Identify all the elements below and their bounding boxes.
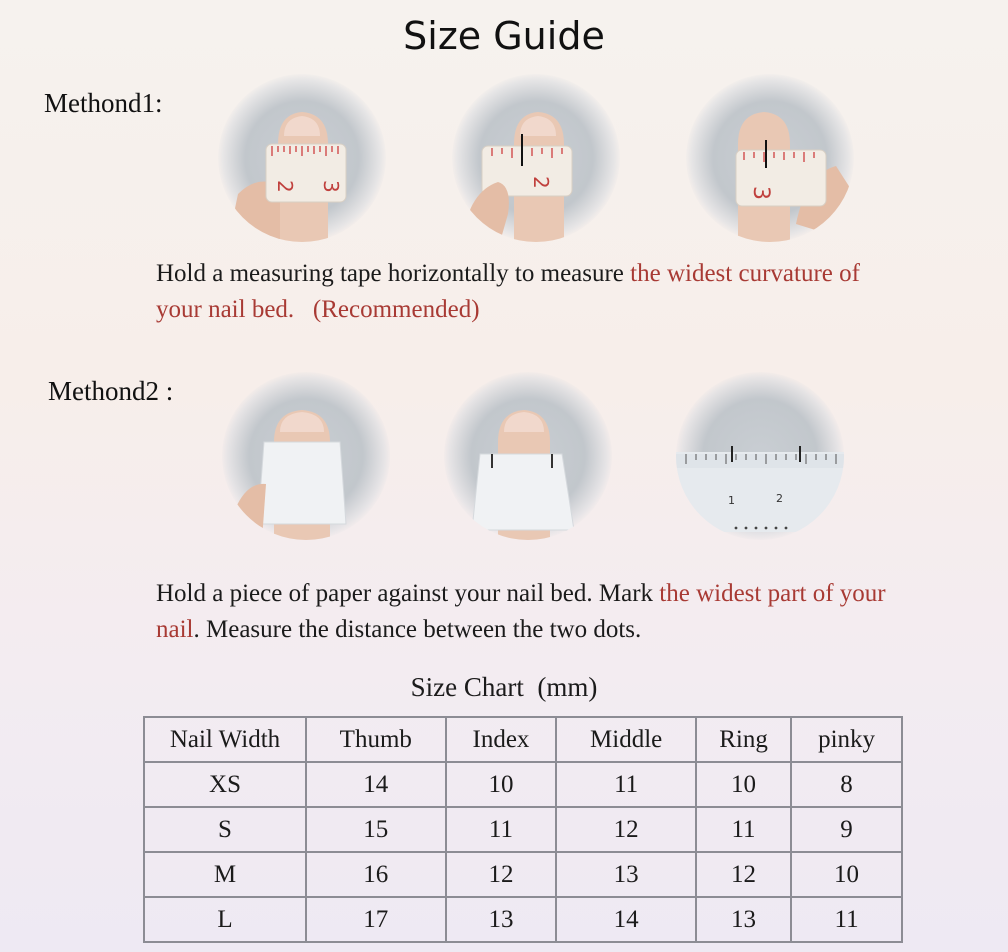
header-pinky: pinky	[791, 717, 902, 762]
tape-mark-2b: 2	[529, 176, 553, 189]
table-row	[144, 807, 902, 852]
value-cell: 17	[306, 897, 446, 942]
value-cell: 12	[446, 852, 557, 897]
value-cell: 11	[696, 807, 791, 852]
method2-desc-plain-2: . Measure the distance between the two dots.	[193, 616, 642, 643]
value-cell: 11	[791, 897, 902, 942]
value-cell: 11	[556, 762, 696, 807]
header-ring: Ring	[696, 717, 791, 762]
method1-label: Methond1:	[44, 88, 163, 118]
ruler-mark-1: 1	[728, 494, 735, 507]
value-cell: 12	[696, 852, 791, 897]
size-cell: M	[144, 852, 306, 897]
value-cell: 13	[556, 852, 696, 897]
value-cell: 13	[446, 897, 557, 942]
tape-mark-3: 3	[319, 180, 343, 193]
method2-desc-highlight: the widest part of your nail	[156, 580, 886, 643]
header-nail-width: Nail Width	[144, 717, 306, 762]
method1-photo-3	[686, 74, 854, 242]
value-cell: 8	[791, 762, 902, 807]
value-cell: 11	[446, 807, 557, 852]
table-row	[144, 762, 902, 807]
header-middle: Middle	[556, 717, 696, 762]
value-cell: 16	[306, 852, 446, 897]
method1-desc-highlight: the widest curvature of your nail bed.	[156, 260, 860, 323]
tape-mark-2: 2	[273, 180, 297, 193]
size-cell: XS	[144, 762, 306, 807]
method2-photo-3	[676, 372, 844, 540]
method2-desc-plain-1: Hold a piece of paper against your nail bed. Mark	[156, 580, 660, 607]
value-cell: 10	[696, 762, 791, 807]
size-chart-table	[143, 716, 903, 943]
value-cell: 15	[306, 807, 446, 852]
value-cell: 10	[791, 852, 902, 897]
method1-photo-2	[452, 74, 620, 242]
table-header-row	[144, 717, 902, 762]
method2-label: Methond2 :	[48, 376, 174, 406]
method2-photo-1	[222, 372, 390, 540]
header-thumb: Thumb	[306, 717, 446, 762]
method2-description	[156, 576, 916, 648]
value-cell: 13	[696, 897, 791, 942]
method1-description	[156, 256, 876, 328]
header-index: Index	[446, 717, 557, 762]
size-chart-title: Size Chart (mm)	[410, 672, 598, 702]
method1-photo-1	[218, 74, 386, 242]
page-title: Size Guide	[403, 14, 605, 58]
value-cell: 9	[791, 807, 902, 852]
size-cell: L	[144, 897, 306, 942]
value-cell: 10	[446, 762, 557, 807]
ruler-mark-2: 2	[776, 492, 783, 505]
value-cell: 14	[306, 762, 446, 807]
method1-desc-note: (Recommended)	[312, 296, 480, 323]
table-row	[144, 852, 902, 897]
value-cell: 12	[556, 807, 696, 852]
tape-mark-3b: 3	[748, 186, 773, 200]
size-cell: S	[144, 807, 306, 852]
method2-photo-2	[444, 372, 612, 540]
table-row	[144, 897, 902, 942]
method1-desc-plain: Hold a measuring tape horizontally to measure	[156, 260, 631, 287]
value-cell: 14	[556, 897, 696, 942]
